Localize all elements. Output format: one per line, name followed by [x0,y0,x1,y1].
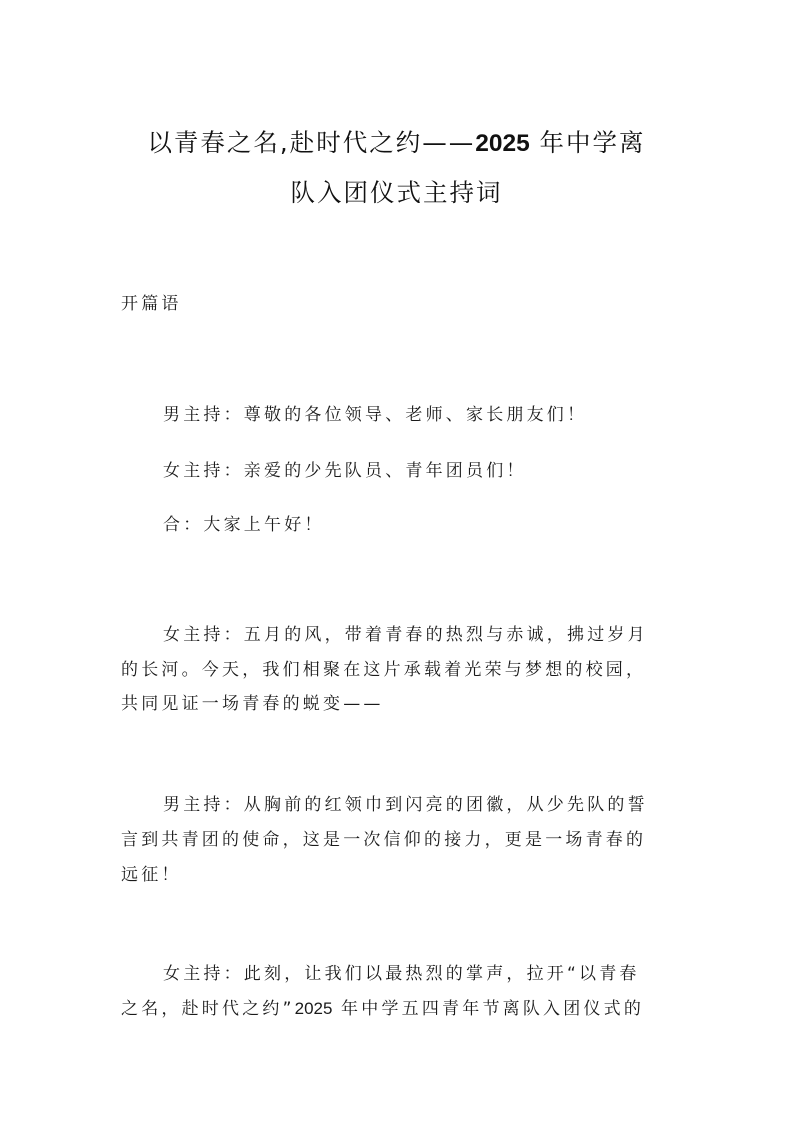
section-heading: 开篇语 [121,294,182,314]
paragraph-line: 男主持：从胸前的红领巾到闪亮的团徽，从少先队的誓 [163,795,648,815]
title-year: 2025 [475,130,530,157]
paragraph-year: 2025 [294,999,333,1018]
paragraph-line: 言到共青团的使命，这是一次信仰的接力，更是一场青春的 [121,830,647,850]
paragraph-line: 女主持：亲爱的少先队员、青年团员们！ [163,461,527,481]
paragraph-line: 男主持：尊敬的各位领导、老师、家长朋友们！ [163,405,588,425]
paragraph-line [121,998,644,1020]
paragraph-line: 合：大家上午好！ [163,515,325,535]
paragraph-line: 共同见证一场青春的蜕变—— [121,694,384,714]
title-text-post: 年中学离 [529,128,646,157]
paragraph-line: 女主持：此刻，让我们以最热烈的掌声，拉开“以青春 [163,964,640,984]
document-title-line-2: 队入团仪式主持词 [290,178,503,207]
paragraph-text: 之名，赴时代之约” [121,999,295,1019]
document-title-line-1 [100,128,693,159]
paragraph-line: 的长河。今天，我们相聚在这片承载着光荣与梦想的校园， [121,660,647,680]
paragraph-line: 女主持：五月的风，带着青春的热烈与赤诚，拂过岁月 [163,625,648,645]
paragraph-line: 远征！ [121,865,182,885]
title-text-pre: 以青春之名,赴时代之约—— [147,128,476,157]
paragraph-text: 年中学五四青年节离队入团仪式的 [332,999,645,1019]
